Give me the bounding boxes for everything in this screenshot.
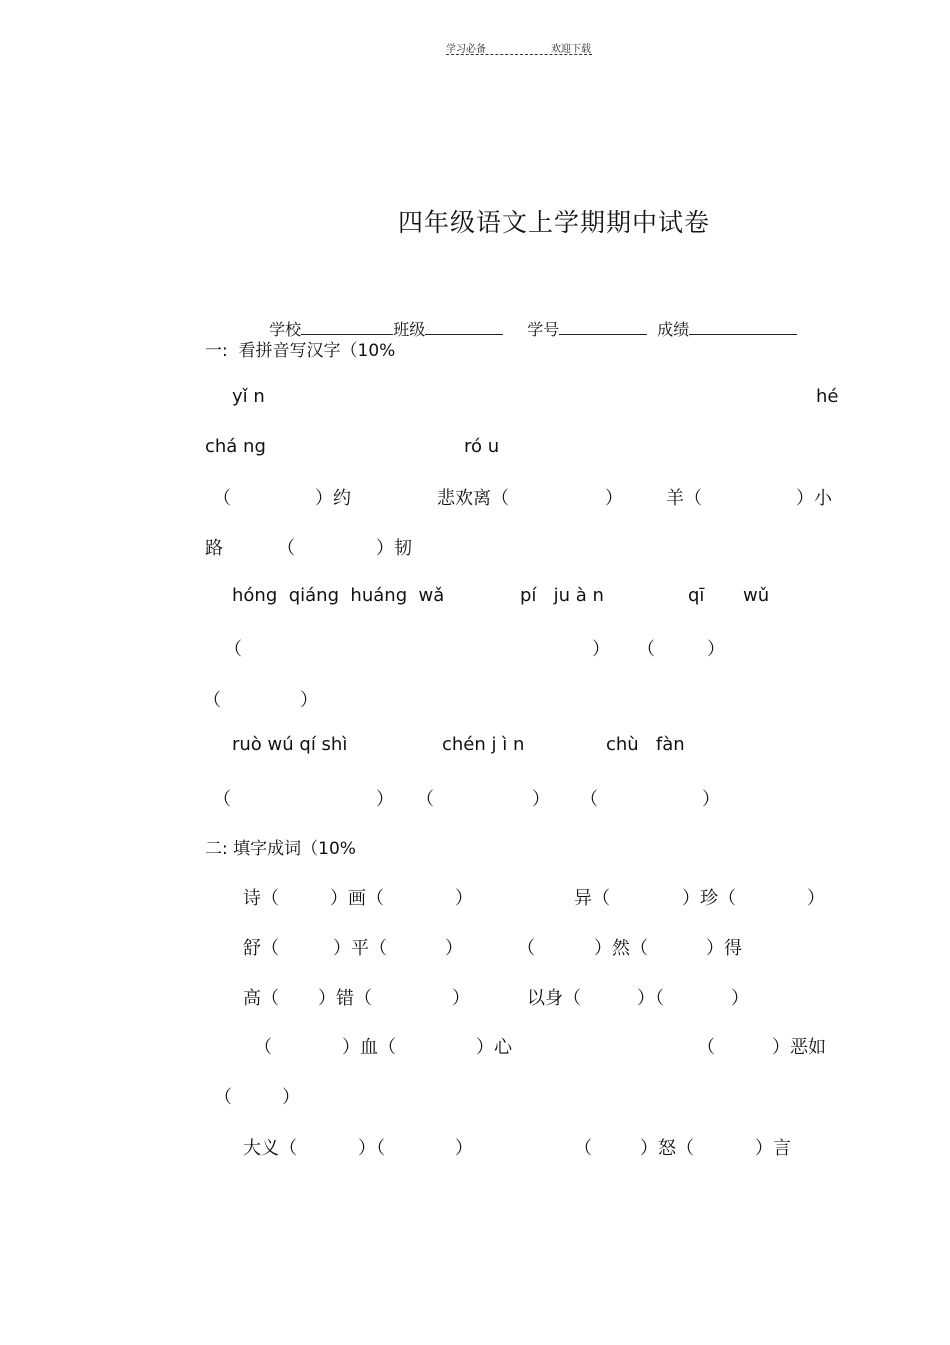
pinyin-text: yǐ n	[232, 386, 265, 407]
word-fragment: ）平（	[333, 938, 387, 959]
word-fragment: ）（	[637, 988, 664, 1009]
word-fragment: ）约	[315, 488, 351, 509]
paren-open: （	[213, 789, 231, 810]
word-fragment: ）韧	[376, 538, 412, 559]
number-blank	[559, 320, 647, 335]
paren-close: ）	[452, 988, 470, 1009]
pinyin-text: ró u	[464, 436, 500, 457]
number-label: 学号	[527, 320, 560, 339]
paren-open: （	[637, 639, 655, 660]
info-line	[259, 298, 797, 340]
word-fragment: 路	[205, 538, 223, 559]
word-fragment: 大义（	[243, 1138, 297, 1159]
paren-close: ）	[707, 639, 725, 660]
score-label: 成绩	[657, 320, 690, 339]
pinyin-text: chù fàn	[606, 734, 685, 755]
word-fragment: ）言	[755, 1138, 791, 1159]
paren-open: （	[580, 789, 598, 810]
paren-close: ）	[455, 1138, 473, 1159]
word-fragment: ）得	[706, 938, 742, 959]
pinyin-text: chá ng	[205, 436, 266, 457]
school-label: 学校	[269, 320, 302, 339]
pinyin-text: chén j ì n	[442, 734, 525, 755]
score-blank	[689, 320, 797, 335]
paren-close: ）	[702, 789, 720, 810]
class-label: 班级	[393, 320, 426, 339]
word-fragment: ）怒（	[640, 1138, 694, 1159]
class-blank	[425, 320, 503, 335]
paren-open: （	[214, 1087, 232, 1108]
paren-close: ）	[592, 639, 610, 660]
header-divider	[446, 54, 592, 55]
paren-open: （	[254, 1037, 272, 1058]
section1-heading: 一: 看拼音写汉字（10%	[205, 341, 396, 361]
paren-close: ）	[445, 938, 463, 959]
word-fragment: ）心	[476, 1037, 512, 1058]
paren-close: ）	[605, 488, 623, 509]
word-fragment: 悲欢离（	[437, 488, 509, 509]
paren-open: （	[277, 538, 295, 559]
word-fragment: ）然（	[594, 938, 648, 959]
paren-open: （	[697, 1037, 715, 1058]
paren-open: （	[574, 1138, 592, 1159]
paren-close: ）	[807, 888, 825, 909]
paren-close: ）	[731, 988, 749, 1009]
word-fragment: ）珍（	[682, 888, 736, 909]
word-fragment: 高（	[243, 988, 279, 1009]
page-title: 四年级语文上学期期中试卷	[398, 208, 711, 237]
word-fragment: ）画（	[330, 888, 384, 909]
paren-close: ）	[282, 1087, 300, 1108]
pinyin-text: ruò wú qí shì	[232, 734, 348, 755]
word-fragment: ）恶如	[772, 1037, 826, 1058]
pinyin-text: pí ju à n	[520, 585, 604, 606]
paren-open: （	[224, 639, 242, 660]
word-fragment: ）（	[358, 1138, 385, 1159]
header-left: 学习必备	[446, 44, 486, 55]
paren-close: ）	[376, 789, 394, 810]
paren-close: ）	[300, 690, 318, 711]
paren-close: ）	[532, 789, 550, 810]
word-fragment: ）错（	[318, 988, 372, 1009]
paren-open: （	[203, 690, 221, 711]
school-blank	[301, 320, 393, 335]
paren-open: （	[213, 488, 231, 509]
pinyin-text: hé	[816, 386, 839, 407]
word-fragment: 舒（	[243, 938, 279, 959]
pinyin-text: wǔ	[743, 585, 770, 606]
word-fragment: 以身（	[527, 988, 581, 1009]
word-fragment: 诗（	[243, 888, 279, 909]
paren-open: （	[416, 789, 434, 810]
word-fragment: ）小	[796, 488, 832, 509]
paren-open: （	[517, 938, 535, 959]
pinyin-text: qī	[688, 585, 705, 606]
paren-close: ）	[455, 888, 473, 909]
word-fragment: ）血（	[342, 1037, 396, 1058]
word-fragment: 羊（	[666, 488, 702, 509]
pinyin-text: hóng qiáng huáng wǎ	[232, 585, 445, 606]
header-right: 欢迎下载	[551, 44, 591, 55]
section2-heading: 二: 填字成词（10%	[205, 839, 356, 859]
word-fragment: 异（	[574, 888, 610, 909]
